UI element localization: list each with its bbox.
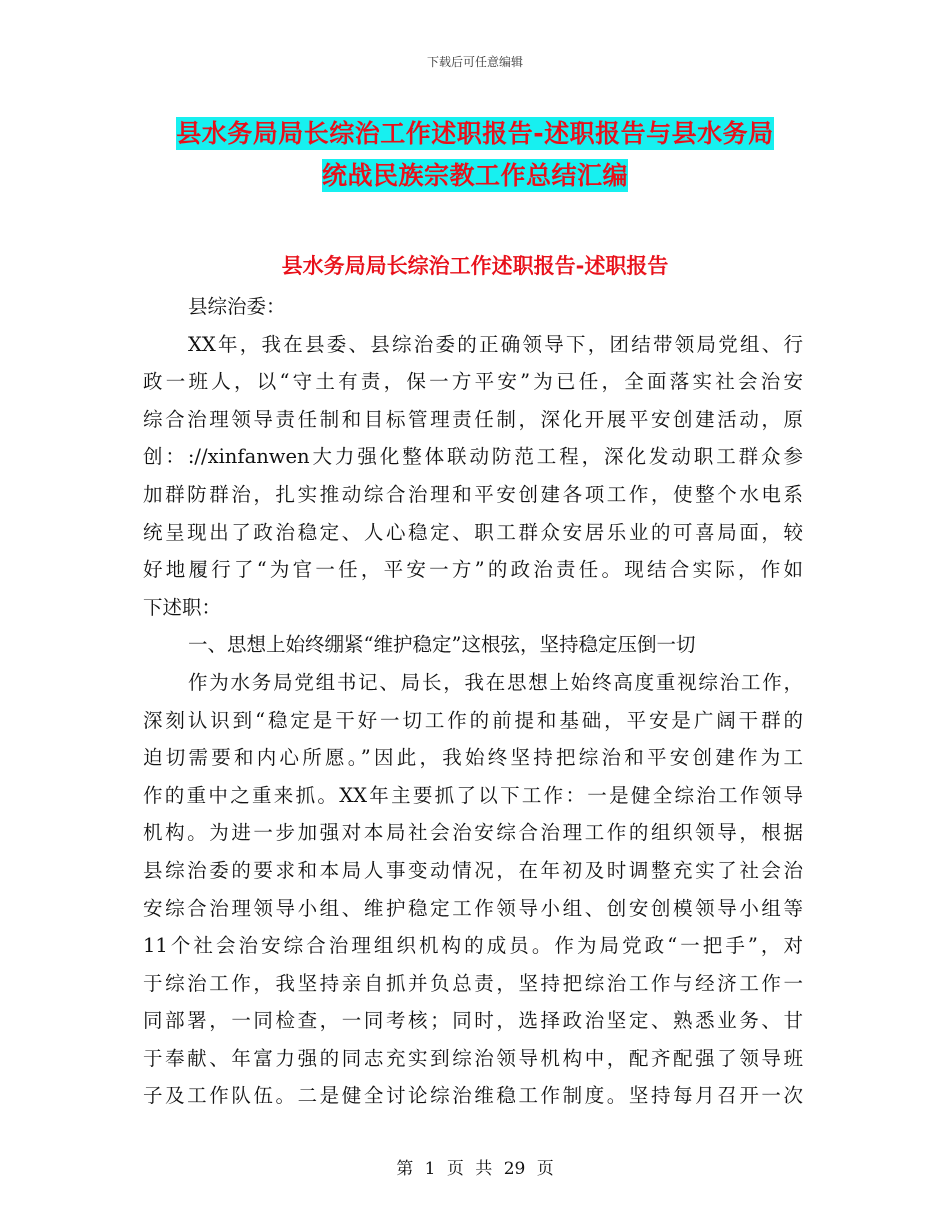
body-line: 县综治委的要求和本局人事变动情况，在年初及时调整充实了社会治 bbox=[143, 858, 803, 882]
document-title-line-2 bbox=[0, 156, 950, 192]
body-line: 好地履行了“为官一任，平安一方”的政治责任。现结合实际，作如 bbox=[143, 558, 803, 582]
body-line-heading: 一、思想上始终绷紧“维护稳定”这根弦，坚持稳定压倒一切 bbox=[188, 633, 696, 657]
page-footer: 第 1 页 共 29 页 bbox=[396, 1159, 554, 1179]
body-line: 综合治理领导责任制和目标管理责任制，深化开展平安创建活动，原 bbox=[143, 407, 803, 431]
body-line-salutation: 县综治委： bbox=[188, 295, 286, 318]
body-line: 11个社会治安综合治理组织机构的成员。作为局党政“一把手”，对 bbox=[143, 934, 803, 958]
header-note: 下载后可任意编辑 bbox=[426, 55, 523, 69]
body-line: 迫切需要和内心所愿。”因此，我始终坚持把综治和平安创建作为工 bbox=[143, 746, 803, 770]
report-body bbox=[143, 288, 803, 1115]
body-line: 深刻认识到“稳定是干好一切工作的前提和基础，平安是广阔干群的 bbox=[143, 708, 803, 732]
body-line: 于奉献、年富力强的同志充实到综治领导机构中，配齐配强了领导班 bbox=[143, 1046, 803, 1070]
body-line: 统呈现出了政治稳定、人心稳定、职工群众安居乐业的可喜局面，较 bbox=[143, 520, 803, 544]
body-line: 作为水务局党组书记、局长，我在思想上始终高度重视综治工作， bbox=[188, 670, 803, 694]
document-title-text-2: 统战民族宗教工作总结汇编 bbox=[321, 161, 628, 190]
body-line: 安综合治理领导小组、维护稳定工作领导小组、创安创模领导小组等 bbox=[143, 896, 803, 920]
section-title: 县水务局局长综治工作述职报告-述职报告 bbox=[281, 254, 669, 278]
body-line: 政一班人，以“守土有责，保一方平安”为已任，全面落实社会治安 bbox=[143, 370, 803, 394]
body-line: XX年，我在县委、县综治委的正确领导下，团结带领局党组、行 bbox=[188, 332, 803, 356]
body-line: 于综治工作，我坚持亲自抓并负总责，坚持把综治工作与经济工作一 bbox=[143, 971, 803, 995]
body-line: 加群防群治，扎实推动综合治理和平安创建各项工作，使整个水电系 bbox=[143, 482, 803, 506]
document-title-line-1 bbox=[0, 114, 950, 150]
body-line: 机构。为进一步加强对本局社会治安综合治理工作的组织领导，根据 bbox=[143, 821, 803, 845]
body-line: 同部署，一同检查，一同考核；同时，选择政治坚定、熟悉业务、甘 bbox=[143, 1009, 803, 1033]
body-line: 下述职： bbox=[143, 595, 222, 619]
body-line: 创：://xinfanwen大力强化整体联动防范工程，深化发动职工群众参 bbox=[143, 445, 803, 469]
body-line: 作的重中之重来抓。XX年主要抓了以下工作：一是健全综治工作领导 bbox=[143, 783, 803, 807]
document-title-text-1: 县水务局局长综治工作述职报告-述职报告与县水务局 bbox=[176, 119, 774, 148]
body-line: 子及工作队伍。二是健全讨论综治维稳工作制度。坚持每月召开一次 bbox=[143, 1084, 803, 1108]
